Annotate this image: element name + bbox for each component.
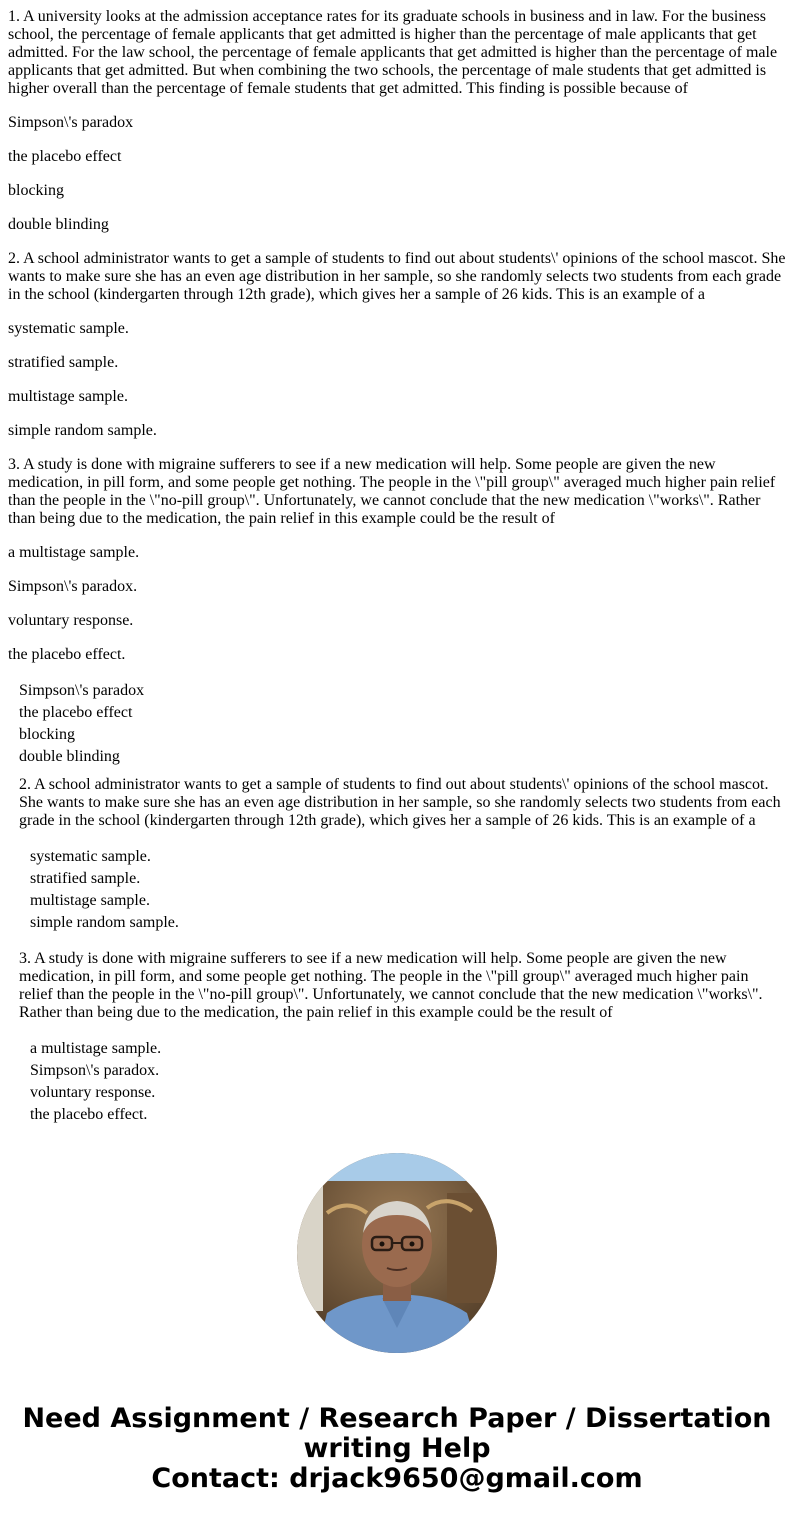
repeat-q1-options xyxy=(19,680,786,768)
question-2-option-b: stratified sample. xyxy=(8,354,119,371)
repeat-q3-option-c: voluntary response. xyxy=(30,1084,156,1101)
question-2-text: 2. A school administrator wants to get a sample of students to find out about students\' opinions of the school mascot. She wants to make sure she has an even age distribution in her sample, so she randomly selects two students from each grade in the school (kindergarten through 12th grade), which gives her a sample of 26 kids. This is an example of a xyxy=(8,250,786,303)
question-1-option-d: double blinding xyxy=(8,216,109,233)
repeat-question-3-text: 3. A study is done with migraine sufferers to see if a new medication will help. Some people are given the new medication, in pill form, and some people get nothing. The people in the \"pill group\" averaged much higher pain relief than the people in the \"no-pill group\". Unfortunately, we cannot conclude that the new medication \"works\". Rather than being due to the medication, the pain relief in this example could be the result of xyxy=(19,950,763,1021)
question-3-option-d: the placebo effect. xyxy=(8,646,126,663)
question-3-option-b: Simpson\'s paradox. xyxy=(8,578,138,595)
question-2-option-d: simple random sample. xyxy=(8,422,157,439)
question-3-text: 3. A study is done with migraine sufferers to see if a new medication will help. Some people are given the new medication, in pill form, and some people get nothing. The people in the \"pill group\" averaged much higher pain relief than the people in the \"no-pill group\". Unfortunately, we cannot conclude that the new medication \"works\". Rather than being due to the medication, the pain relief in this example could be the result of xyxy=(8,456,776,527)
profile-photo xyxy=(297,1153,497,1353)
repeat-q1-option-d: double blinding xyxy=(19,748,120,765)
person-avatar-icon xyxy=(297,1153,497,1353)
repeat-q3-option-a: a multistage sample. xyxy=(30,1040,162,1057)
question-3-option-c: voluntary response. xyxy=(8,612,134,629)
repeat-question-2-text: 2. A school administrator wants to get a sample of students to find out about students\' opinions of the school mascot. She wants to make sure she has an even age distribution in her sample, so she randomly selects two students from each grade in the school (kindergarten through 12th grade), which gives her a sample of 26 kids. This is an example of a xyxy=(19,776,781,829)
repeat-q2-option-a: systematic sample. xyxy=(30,848,151,865)
repeated-question-block xyxy=(19,680,786,1126)
repeat-q2-option-c: multistage sample. xyxy=(30,892,150,909)
repeat-q1-option-a: Simpson\'s paradox xyxy=(19,682,145,699)
repeat-q2-options xyxy=(30,846,786,934)
repeat-q2-option-b: stratified sample. xyxy=(30,870,141,887)
promo-line-2: writing Help xyxy=(303,1433,491,1464)
repeat-q3-options xyxy=(30,1038,786,1126)
question-1-option-b: the placebo effect xyxy=(8,148,122,165)
promo-line-1: Need Assignment / Research Paper / Dissertation xyxy=(22,1403,772,1434)
repeat-q1-option-c: blocking xyxy=(19,726,75,743)
question-1-text: 1. A university looks at the admission acceptance rates for its graduate schools in business and in law. For the business school, the percentage of female applicants that get admitted is higher than the percentage of male applicants that get admitted. For the law school, the percentage of female applicants that get admitted is higher than the percentage of male applicants that get admitted. But when combining the two schools, the percentage of male students that get admitted is higher overall than the percentage of female students that get admitted. This finding is possible because of xyxy=(8,8,778,97)
repeat-q1-option-b: the placebo effect xyxy=(19,704,133,721)
promo-contact: Contact: drjack9650@gmail.com xyxy=(151,1463,643,1494)
question-1-option-a: Simpson\'s paradox xyxy=(8,114,134,131)
repeat-q3-option-d: the placebo effect. xyxy=(30,1106,148,1123)
question-2-option-c: multistage sample. xyxy=(8,388,128,405)
repeat-q2-option-d: simple random sample. xyxy=(30,914,179,931)
repeat-q3-option-b: Simpson\'s paradox. xyxy=(30,1062,160,1079)
promo-banner xyxy=(0,1404,794,1494)
question-2-option-a: systematic sample. xyxy=(8,320,129,337)
question-1-option-c: blocking xyxy=(8,182,64,199)
question-3-option-a: a multistage sample. xyxy=(8,544,140,561)
